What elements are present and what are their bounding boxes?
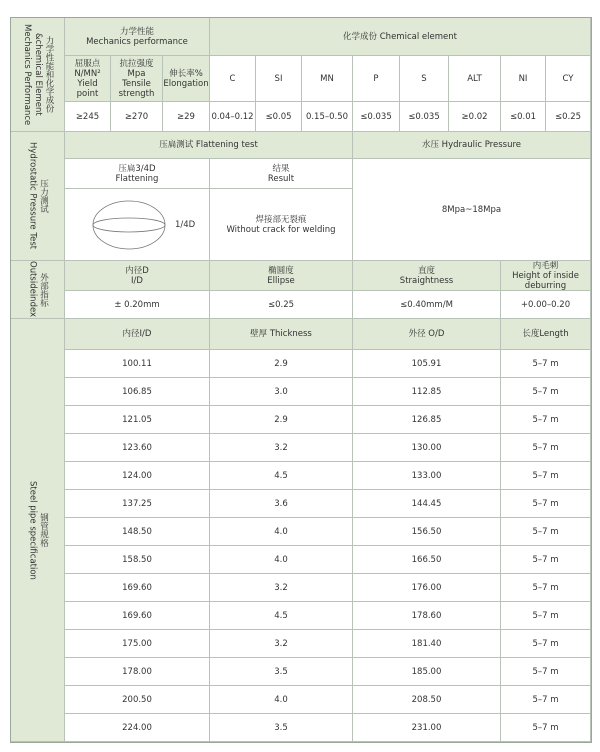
outside-header-straightness: 直度 Straightness xyxy=(353,261,501,291)
table-cell: 5–7 m xyxy=(501,686,591,714)
table-cell: 4.0 xyxy=(210,546,353,574)
table-cell: 144.45 xyxy=(353,490,501,518)
element-value: ≤0.035 xyxy=(400,102,449,132)
outside-value: ± 0.20mm xyxy=(65,291,210,319)
spec-side-label: Steel pipe specification 钢管规格 xyxy=(11,319,65,742)
table-cell: 5–7 m xyxy=(501,714,591,742)
table-cell: 5–7 m xyxy=(501,546,591,574)
flattening-diagram xyxy=(65,189,210,261)
table-cell: 176.00 xyxy=(353,574,501,602)
table-cell: 181.40 xyxy=(353,630,501,658)
element-value: ≤0.05 xyxy=(256,102,302,132)
element-header: CY xyxy=(546,56,591,102)
table-cell: 5–7 m xyxy=(501,602,591,630)
table-cell: 106.85 xyxy=(65,378,210,406)
table-cell: 5–7 m xyxy=(501,490,591,518)
table-cell: 5–7 m xyxy=(501,434,591,462)
result-label: 结果 Result xyxy=(210,159,353,189)
ratio-label: 1/4D xyxy=(175,220,196,230)
table-cell: 4.0 xyxy=(210,518,353,546)
elongation-value: ≥29 xyxy=(163,102,210,132)
table-cell: 3.0 xyxy=(210,378,353,406)
table-cell: 3.2 xyxy=(210,630,353,658)
spec-header-id: 内径I/D xyxy=(65,319,210,350)
flattening-label: 压扁3/4D Flattening xyxy=(65,159,210,189)
element-value: ≥0.02 xyxy=(449,102,501,132)
element-value: 0.15–0.50 xyxy=(302,102,353,132)
table-cell: 4.5 xyxy=(210,462,353,490)
mechanics-chem-side-label: Mechanics Performance &chemical Element 力学性能和化学成份 xyxy=(11,18,65,132)
table-cell: 5–7 m xyxy=(501,378,591,406)
outside-value: ≤0.25 xyxy=(210,291,353,319)
table-cell: 126.85 xyxy=(353,406,501,434)
tensile-header: 抗拉强度 Mpa Tensile strength xyxy=(111,56,163,102)
outside-value: ≤0.40mm/M xyxy=(353,291,501,319)
table-cell: 112.85 xyxy=(353,378,501,406)
outside-index-side-label: Outsideindex 外部指标 xyxy=(11,261,65,319)
table-cell: 169.60 xyxy=(65,602,210,630)
table-cell: 4.5 xyxy=(210,602,353,630)
table-cell: 5–7 m xyxy=(501,574,591,602)
table-cell: 178.00 xyxy=(65,658,210,686)
pressure-value: 8Mpa~18Mpa xyxy=(353,159,591,261)
table-cell: 121.05 xyxy=(65,406,210,434)
mechanics-title: 力学性能 Mechanics performance xyxy=(65,18,210,56)
outside-header-ellipse: 椭圆度 Ellipse xyxy=(210,261,353,291)
table-cell: 4.0 xyxy=(210,686,353,714)
table-cell: 231.00 xyxy=(353,714,501,742)
table-cell: 3.5 xyxy=(210,658,353,686)
table-cell: 3.6 xyxy=(210,490,353,518)
table-cell: 169.60 xyxy=(65,574,210,602)
table-cell: 3.2 xyxy=(210,574,353,602)
element-header: SI xyxy=(256,56,302,102)
result-value: 焊接部无裂痕 Without crack for welding xyxy=(210,189,353,261)
element-header: ALT xyxy=(449,56,501,102)
table-cell: 156.50 xyxy=(353,518,501,546)
element-header: S xyxy=(400,56,449,102)
table-cell: 166.50 xyxy=(353,546,501,574)
spec-header-od: 外径 O/D xyxy=(353,319,501,350)
table-cell: 2.9 xyxy=(210,406,353,434)
elongation-header: 伸长率% Elongation xyxy=(163,56,210,102)
table-cell: 124.00 xyxy=(65,462,210,490)
yield-value: ≥245 xyxy=(65,102,111,132)
spec-header-length: 长度Length xyxy=(501,319,591,350)
table-cell: 123.60 xyxy=(65,434,210,462)
table-cell: 5–7 m xyxy=(501,406,591,434)
table-cell: 224.00 xyxy=(65,714,210,742)
yield-header: 屈服点 N/MN² Yield point xyxy=(65,56,111,102)
table-cell: 2.9 xyxy=(210,350,353,378)
table-cell: 130.00 xyxy=(353,434,501,462)
table-cell: 105.91 xyxy=(353,350,501,378)
table-cell: 100.11 xyxy=(65,350,210,378)
table-cell: 175.00 xyxy=(65,630,210,658)
element-header: MN xyxy=(302,56,353,102)
table-cell: 148.50 xyxy=(65,518,210,546)
element-value: ≤0.035 xyxy=(353,102,400,132)
table-cell: 137.25 xyxy=(65,490,210,518)
element-value: ≤0.01 xyxy=(501,102,546,132)
element-value: 0.04–0.12 xyxy=(210,102,256,132)
table-cell: 5–7 m xyxy=(501,518,591,546)
table-cell: 200.50 xyxy=(65,686,210,714)
element-value: ≤0.25 xyxy=(546,102,591,132)
table-cell: 158.50 xyxy=(65,546,210,574)
hydrostatic-side-label: Hydrostatic Pressure Test 压力测试 xyxy=(11,132,65,261)
table-cell: 5–7 m xyxy=(501,350,591,378)
chemical-title: 化学成份 Chemical element xyxy=(210,18,591,56)
table-cell: 178.60 xyxy=(353,602,501,630)
table-cell: 133.00 xyxy=(353,462,501,490)
outside-value: +0.00–0.20 xyxy=(501,291,591,319)
table-cell: 5–7 m xyxy=(501,462,591,490)
element-header: P xyxy=(353,56,400,102)
table-cell: 3.5 xyxy=(210,714,353,742)
element-header: NI xyxy=(501,56,546,102)
outside-header-deburring: 内毛刺 Height of inside deburring xyxy=(501,261,591,291)
outside-header-id: 内径D I/D xyxy=(65,261,210,291)
tensile-value: ≥270 xyxy=(111,102,163,132)
table-cell: 208.50 xyxy=(353,686,501,714)
hydraulic-title: 水压 Hydraulic Pressure xyxy=(353,132,591,159)
table-cell: 5–7 m xyxy=(501,658,591,686)
flattening-title: 压扁测试 Flattening test xyxy=(65,132,353,159)
table-cell: 3.2 xyxy=(210,434,353,462)
spec-header-thickness: 壁厚 Thickness xyxy=(210,319,353,350)
spec-sheet xyxy=(10,17,592,743)
table-cell: 5–7 m xyxy=(501,630,591,658)
table-cell: 185.00 xyxy=(353,658,501,686)
element-header: C xyxy=(210,56,256,102)
